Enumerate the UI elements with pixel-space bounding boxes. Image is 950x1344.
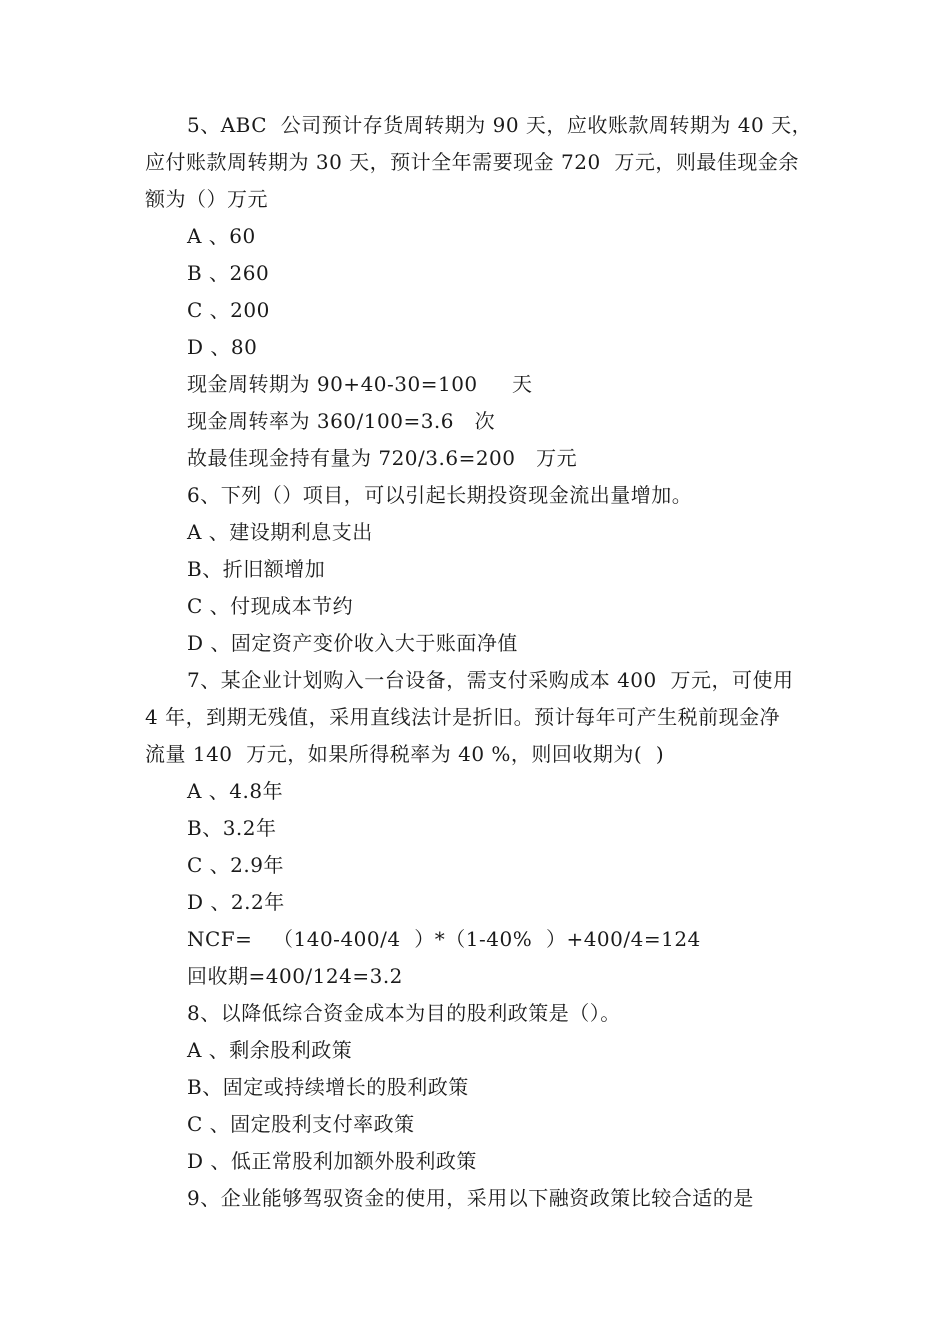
q8-option-a: A 、剩余股利政策	[187, 1038, 353, 1062]
q5-option-c: C 、200	[187, 298, 270, 322]
q5-option-d: D 、80	[187, 335, 258, 359]
q5-solution-line-2: 现金周转率为 360/100=3.6 次	[187, 409, 496, 433]
q6-option-a: A 、建设期利息支出	[187, 520, 373, 544]
q7-option-c: C 、2.9年	[187, 853, 284, 877]
q6-option-b: B、折旧额增加	[187, 557, 326, 581]
q7-stem-line-1: 7、某企业计划购入一台设备，需支付采购成本 400 万元，可使用	[187, 668, 794, 692]
q5-solution-line-3: 故最佳现金持有量为 720/3.6=200 万元	[187, 446, 578, 470]
q7-stem-line-3: 流量 140 万元，如果所得税率为 40 %，则回收期为( )	[145, 742, 665, 766]
q5-solution-line-1: 现金周转期为 90+40-30=100 天	[187, 372, 533, 396]
q6-option-d: D 、固定资产变价收入大于账面净值	[187, 631, 518, 655]
q8-option-c: C 、固定股利支付率政策	[187, 1112, 415, 1136]
q6-stem: 6、下列（）项目，可以引起长期投资现金流出量增加。	[187, 483, 693, 507]
q7-option-d: D 、2.2年	[187, 890, 285, 914]
q7-solution-line-1: NCF= （140-400/4 ）*（1-40% ）+400/4=124	[187, 927, 701, 951]
q5-stem-line-2: 应付账款周转期为 30 天，预计全年需要现金 720 万元，则最佳现金余	[145, 150, 799, 174]
q7-option-a: A 、4.8年	[187, 779, 284, 803]
q9-stem: 9、企业能够驾驭资金的使用，采用以下融资政策比较合适的是	[187, 1186, 754, 1210]
q8-option-d: D 、低正常股利加额外股利政策	[187, 1149, 477, 1173]
q5-option-a: A 、60	[187, 224, 256, 248]
q6-option-c: C 、付现成本节约	[187, 594, 354, 618]
q5-stem-line-3: 额为（）万元	[145, 187, 268, 211]
q7-option-b: B、3.2年	[187, 816, 277, 840]
q7-stem-line-2: 4 年，到期无残值，采用直线法计是折旧。预计每年可产生税前现金净	[145, 705, 781, 729]
q8-stem: 8、以降低综合资金成本为目的股利政策是（）。	[187, 1001, 621, 1025]
q5-option-b: B 、260	[187, 261, 270, 285]
q5-stem-line-1: 5、ABC 公司预计存货周转期为 90 天，应收账款周转期为 40 天，	[187, 113, 813, 137]
q8-option-b: B、固定或持续增长的股利政策	[187, 1075, 469, 1099]
q7-solution-line-2: 回收期=400/124=3.2	[187, 964, 403, 988]
